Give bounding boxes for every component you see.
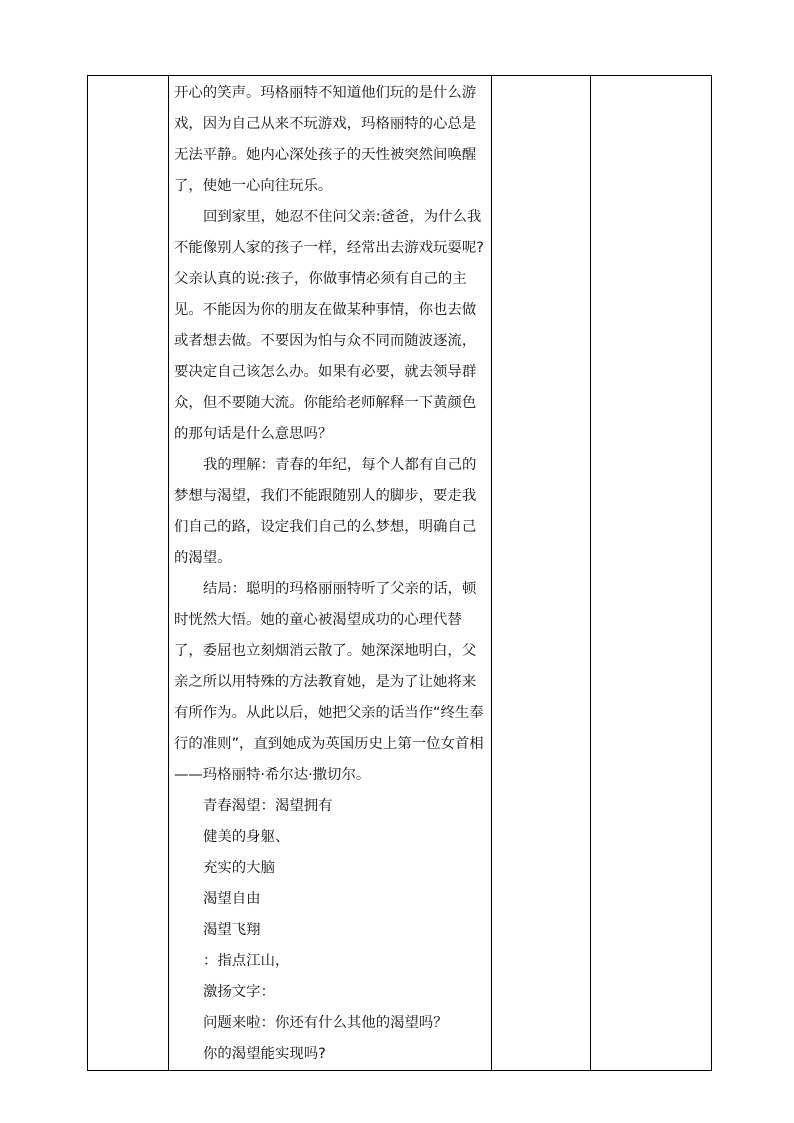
line-question-realize: 你的渴望能实现吗? <box>203 1046 326 1062</box>
line-healthy-body: 健美的身躯、 <box>203 829 290 845</box>
paragraph-intro: 开心的笑声。玛格丽特不知道他们玩的是什么游戏，因为自己从来不玩游戏，玛格丽特的心总是无法平静。她内心深处孩子的天性被突然间唤醒了，使她一心向往玩乐。 <box>174 85 477 194</box>
paragraph-understanding: 我的理解：青春的年纪，每个人都有自己的梦想与渴望，我们不能跟随别人的脚步，要走我们自己的路，设定我们自己的么梦想，明确自己的渴望。 <box>174 457 477 566</box>
table-cell-empty-left <box>88 76 169 1071</box>
paragraph-ending: 结局：聪明的玛格丽丽特听了父亲的话，顿时恍然大悟。她的童心被渴望成功的心理代替了，委屈也立刻烟消云散了。她深深地明白，父亲之所以用特殊的方法教育她，是为了让她将来有所作为。从此以后，她把父亲的话当作“终生奉行的准则”，直到她成为英国历史上第一位女首相——玛格丽特·希尔达·撒切尔。 <box>174 581 484 783</box>
line-stir-words: 激扬文字： <box>203 984 275 1000</box>
line-desire-fly: 渴望飞翔 <box>203 922 261 938</box>
paragraph-dialogue: 回到家里，她忍不住问父亲:爸爸，为什么我不能像别人家的孩子一样，经常出去游戏玩耍呢? 父亲认真的说:孩子，你做事情必须有自己的主见。不能因为你的朋友在做某种事情，你也去做或者想去做。不要因为怕与众不同而随波逐流，要决定自己该怎么办。如果有必要，就去领导群众，但不要随大流。你能给老师解释一下黄颜色的那句话是什么意思吗？ <box>174 209 484 442</box>
line-full-mind: 充实的大脑 <box>203 860 275 876</box>
table-row <box>88 76 712 1071</box>
table-cell-content <box>169 76 492 1071</box>
line-question-other: 问题来啦：你还有什么其他的渴望吗？ <box>203 1015 448 1031</box>
table-cell-empty-third <box>492 76 591 1071</box>
lesson-table <box>87 75 712 1071</box>
table-cell-empty-right <box>591 76 712 1071</box>
content-text <box>169 76 491 1070</box>
line-point-country: ：指点江山， <box>203 953 290 969</box>
line-desire-freedom: 渴望自由 <box>203 891 261 907</box>
line-youth-desire: 青春渴望：渴望拥有 <box>203 798 333 814</box>
